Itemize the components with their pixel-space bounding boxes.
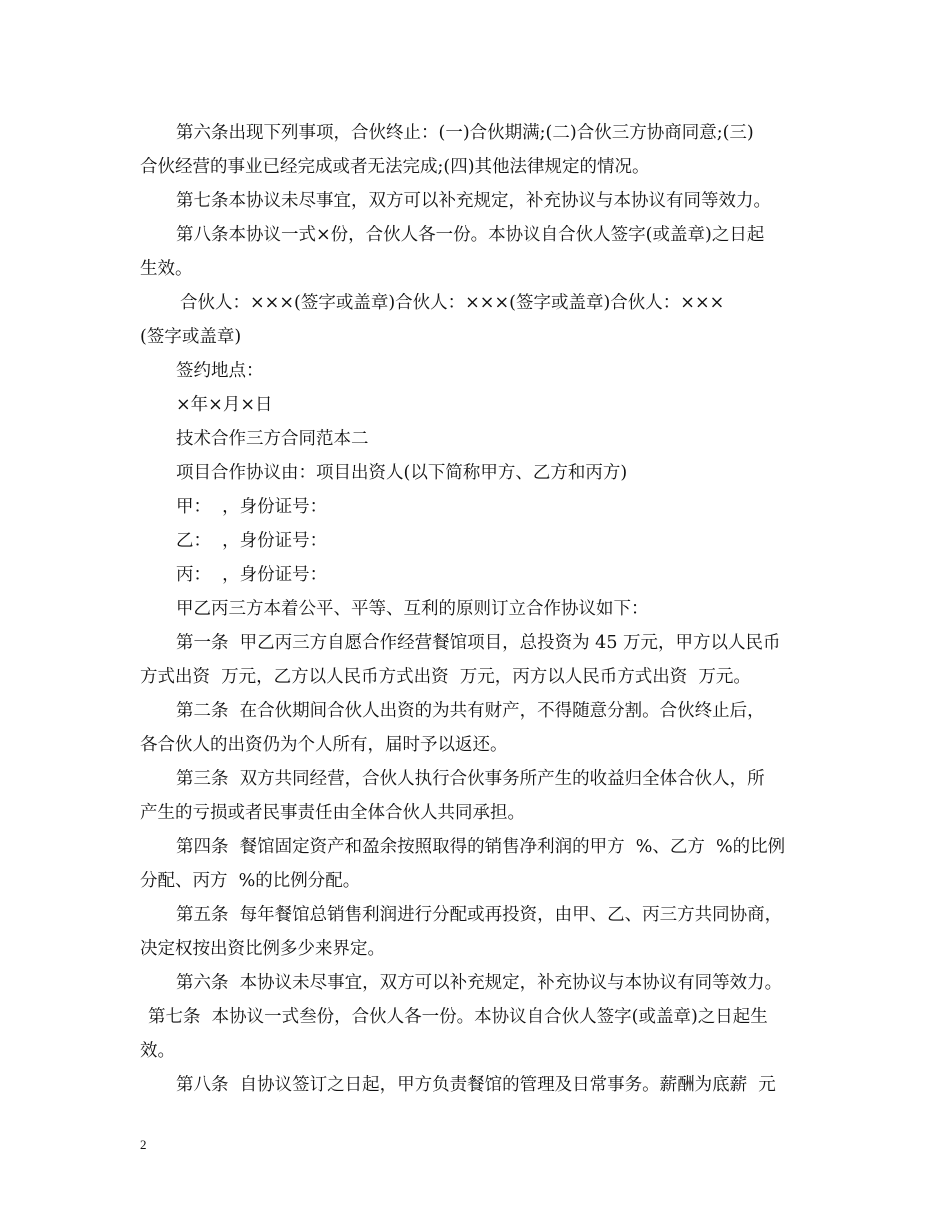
text-line: 签约地点： [176, 361, 264, 381]
text-line: 各合伙人的出资仍为个人所有，届时予以返还。 [140, 735, 508, 755]
text-line: 产生的亏损或者民事责任由全体合伙人共同承担。 [140, 803, 525, 823]
text-line: 效。 [140, 1041, 175, 1061]
text-line: 生效。 [140, 259, 193, 279]
text-line: 丙： ，身份证号： [176, 565, 328, 585]
text-line: 第七条本协议未尽事宜，双方可以补充规定，补充协议与本协议有同等效力。 [176, 191, 771, 211]
text-line: ×年×月×日 [176, 395, 273, 415]
page-number: 2 [140, 1137, 147, 1152]
text-line: 第一条 甲乙丙三方自愿合作经营餐馆项目，总投资为 45 万元，甲方以人民币 [176, 633, 781, 653]
text-line: 第二条 在合伙期间合伙人出资的为共有财产，不得随意分割。合伙终止后， [176, 701, 765, 721]
text-line: 第八条本协议一式×份，合伙人各一份。本协议自合伙人签字(或盖章)之日起 [176, 225, 765, 245]
text-line: 第四条 餐馆固定资产和盈余按照取得的销售净利润的甲方 %、乙方 %的比例 [176, 837, 786, 857]
text-line: 技术合作三方合同范本二 [176, 429, 369, 449]
document-body [140, 116, 820, 1102]
text-line: 合伙经营的事业已经完成或者无法完成;(四)其他法律规定的情况。 [140, 157, 650, 177]
text-line: 第八条 自协议签订之日起，甲方负责餐馆的管理及日常事务。薪酬为底薪 元 [176, 1075, 776, 1095]
text-line: 第五条 每年餐馆总销售利润进行分配或再投资，由甲、乙、丙三方共同协商， [176, 905, 783, 925]
text-line: 第三条 双方共同经营，合伙人执行合伙事务所产生的收益归全体合伙人，所 [176, 769, 765, 789]
text-line: 决定权按出资比例多少来界定。 [140, 939, 385, 959]
text-line: 分配、丙方 %的比例分配。 [140, 871, 361, 891]
text-line: 第六条 本协议未尽事宜，双方可以补充规定，补充协议与本协议有同等效力。 [176, 973, 783, 993]
text-line: 第七条 本协议一式叁份，合伙人各一份。本协议自合伙人签字(或盖章)之日起生 [148, 1007, 768, 1027]
text-line: 第六条出现下列事项，合伙终止：(一)合伙期满;(二)合伙三方协商同意;(三) [176, 123, 754, 143]
text-line: 方式出资 万元，乙方以人民币方式出资 万元，丙方以人民币方式出资 万元。 [140, 667, 751, 687]
text-line: 乙： ，身份证号： [176, 531, 328, 551]
text-line: 甲乙丙三方本着公平、平等、互利的原则订立合作协议如下： [176, 599, 649, 619]
text-line: 甲： ，身份证号： [176, 497, 328, 517]
text-line: 合伙人：×××(签字或盖章)合伙人：×××(签字或盖章)合伙人：××× [180, 293, 725, 313]
text-line: (签字或盖章) [140, 327, 242, 347]
text-line: 项目合作协议由：项目出资人(以下简称甲方、乙方和丙方) [176, 463, 628, 483]
